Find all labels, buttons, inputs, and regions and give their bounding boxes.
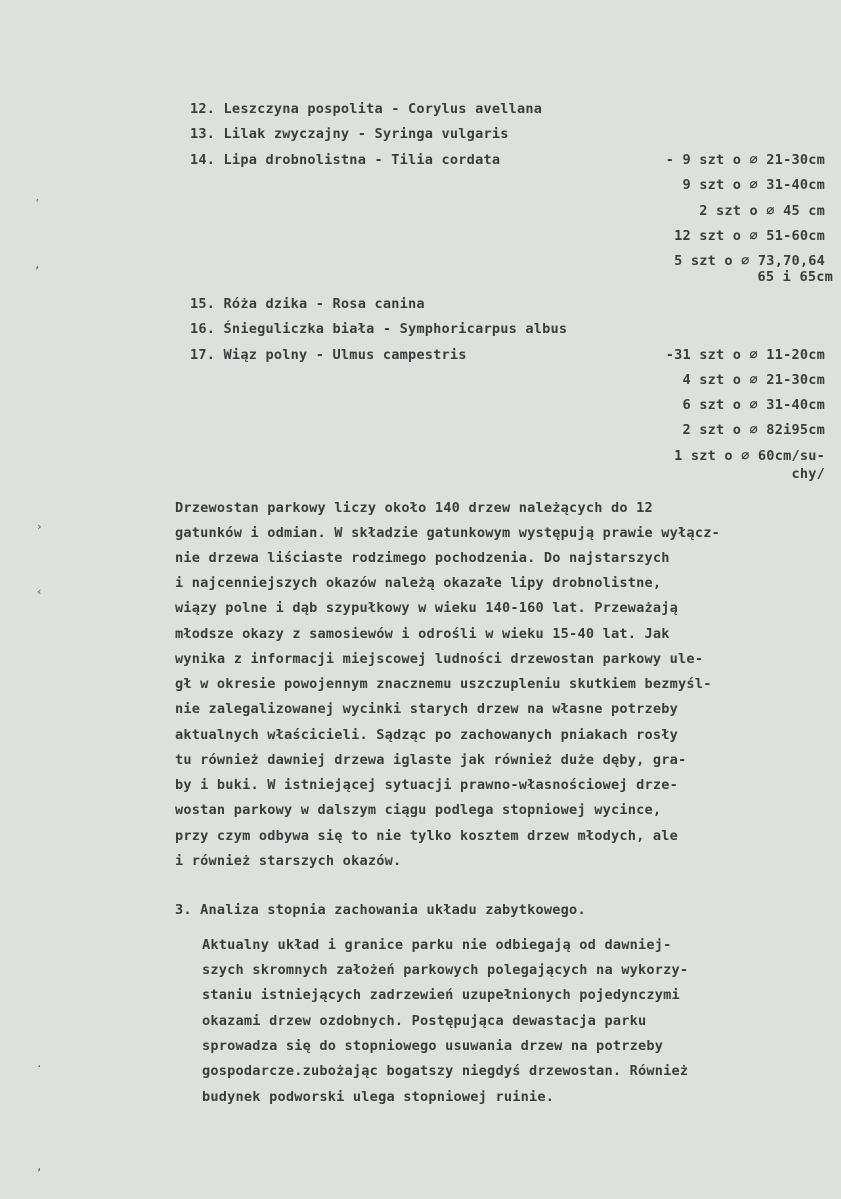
tilia-count-row: 9 szt o ∅ 31-40cm bbox=[682, 177, 825, 193]
species-item-16: 16. Śnieguliczka biała - Symphoricarpus albus bbox=[190, 321, 568, 337]
paragraph-1-line: gł w okresie powojennym znacznemu uszczupleniu skutkiem bezmyśl- bbox=[175, 676, 712, 692]
paragraph-1-line: i również starszych okazów. bbox=[175, 853, 402, 869]
margin-speck: , bbox=[34, 258, 41, 271]
tilia-count-row: 12 szt o ∅ 51-60cm bbox=[674, 228, 825, 244]
margin-speck: · bbox=[36, 1060, 43, 1073]
paragraph-2-line: gospodarcze.zubożając bogatszy niegdyś drzewostan. Również bbox=[202, 1063, 689, 1079]
paragraph-1-line: młodsze okazy z samosiewów i odrośli w wieku 15-40 lat. Jak bbox=[175, 626, 670, 642]
ulmus-count-row: -31 szt o ∅ 11-20cm bbox=[665, 347, 825, 363]
species-item-15: 15. Róża dzika - Rosa canina bbox=[190, 296, 425, 312]
paragraph-2-line: okazami drzew ozdobnych. Postępująca dewastacja parku bbox=[202, 1013, 647, 1029]
paragraph-1-line: by i buki. W istniejącej sytuacji prawno-własnościowej drze- bbox=[175, 777, 679, 793]
species-item-12: 12. Leszczyna pospolita - Corylus avellana bbox=[190, 101, 543, 117]
paragraph-1-line: wynika z informacji miejscowej ludności drzewostan parkowy ule- bbox=[175, 651, 704, 667]
species-item-13: 13. Lilak zwyczajny - Syringa vulgaris bbox=[190, 126, 509, 142]
paragraph-1-line: nie drzewa liściaste rodzimego pochodzenia. Do najstarszych bbox=[175, 550, 670, 566]
ulmus-count-row: 2 szt o ∅ 82i95cm bbox=[682, 422, 825, 438]
ulmus-count-row: 6 szt o ∅ 31-40cm bbox=[682, 397, 825, 413]
paragraph-1-line: tu również dawniej drzewa iglaste jak również duże dęby, gra- bbox=[175, 752, 687, 768]
paragraph-2-line: budynek podworski ulega stopniowej ruinie. bbox=[202, 1089, 555, 1105]
paragraph-1-line: wostan parkowy w dalszym ciągu podlega stopniowej wycince, bbox=[175, 802, 662, 818]
section-3-heading: 3. Analiza stopnia zachowania układu zabytkowego. bbox=[175, 902, 586, 918]
species-item-17: 17. Wiąz polny - Ulmus campestris bbox=[190, 347, 467, 363]
ulmus-count-row: 4 szt o ∅ 21-30cm bbox=[682, 372, 825, 388]
tilia-count-row: 2 szt o ∅ 45 cm bbox=[699, 203, 825, 219]
paragraph-1-line: i najcenniejszych okazów należą okazałe lipy drobnolistne, bbox=[175, 575, 662, 591]
tilia-count-row: 65 i 65cm bbox=[757, 269, 833, 285]
paragraph-1-line: Drzewostan parkowy liczy około 140 drzew należących do 12 bbox=[175, 500, 653, 516]
species-item-14: 14. Lipa drobnolistna - Tilia cordata bbox=[190, 152, 501, 168]
ulmus-count-row: 1 szt o ∅ 60cm/su- bbox=[674, 448, 825, 464]
tilia-count-row: - 9 szt o ∅ 21-30cm bbox=[665, 152, 825, 168]
paragraph-2-line: staniu istniejących zadrzewień uzupełnionych pojedynczymi bbox=[202, 987, 680, 1003]
paragraph-2-line: Aktualny układ i granice parku nie odbiegają od dawniej- bbox=[202, 937, 672, 953]
ulmus-count-row: chy/ bbox=[791, 466, 825, 482]
margin-speck: , bbox=[36, 1160, 43, 1173]
paragraph-1-line: nie zalegalizowanej wycinki starych drzew na własne potrzeby bbox=[175, 701, 679, 717]
paragraph-1-line: gatunków i odmian. W składzie gatunkowym występują prawie wyłącz- bbox=[175, 525, 720, 541]
paragraph-2-line: sprowadza się do stopniowego usuwania drzew na potrzeby bbox=[202, 1038, 664, 1054]
paragraph-1-line: wiązy polne i dąb szypułkowy w wieku 140-160 lat. Przeważają bbox=[175, 600, 679, 616]
margin-speck: ‹ bbox=[36, 585, 43, 598]
paragraph-1-line: przy czym odbywa się to nie tylko kosztem drzew młodych, ale bbox=[175, 828, 679, 844]
margin-speck: ʿ bbox=[34, 197, 41, 210]
margin-speck: › bbox=[36, 520, 43, 533]
paragraph-2-line: szych skromnych założeń parkowych polegających na wykorzy- bbox=[202, 962, 689, 978]
paragraph-1-line: aktualnych właścicieli. Sądząc po zachowanych pniakach rosły bbox=[175, 727, 679, 743]
tilia-count-row: 5 szt o ∅ 73,70,64 bbox=[674, 253, 825, 269]
